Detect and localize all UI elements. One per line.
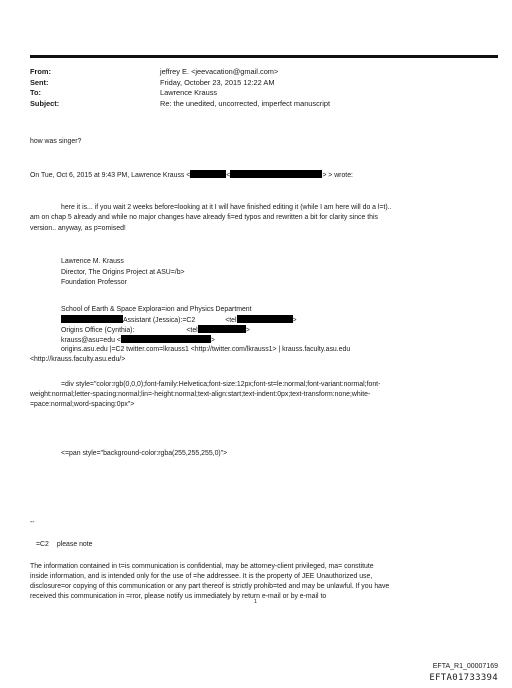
from-row (30, 67, 470, 78)
note-prefix: =C2 (36, 541, 49, 548)
para1-line2: am on chap 5 already and while no major changes have already fi=ed typos and rewritten a bit for clarity since this (30, 214, 378, 221)
to-row (30, 88, 470, 99)
signature-email-line (61, 335, 215, 346)
html-residue-line3: =pace:normal;word-spacing:0px"> (30, 401, 135, 408)
subject-row (30, 99, 470, 110)
signature-links-2: <http://krauss.faculty.asu.edu/> (30, 356, 126, 363)
email-end: > (210, 337, 215, 344)
email-header (30, 67, 470, 109)
redaction-block (198, 325, 246, 333)
subject-label: Subject: (30, 98, 60, 108)
signature-office-line (61, 325, 250, 336)
assistant-label: Assistant (Jessica):=C2 (123, 317, 196, 324)
confidentiality-line4: received this communication in =rror, please notify us immediately by return e-mail or by e-mail to (30, 593, 327, 600)
html-residue-span: <=pan style="background-color:rgba(255,255,255,0)"> (61, 450, 228, 457)
html-residue-line2: weight:normal;letter-spacing:normal;lin=-height:normal;text-align:start;text-indent:0px;text-transform:none;white- (30, 391, 371, 398)
note-text: please note (56, 541, 93, 548)
redaction-block (230, 170, 322, 178)
quote-intro (30, 170, 353, 181)
signature-assistant-line (61, 315, 297, 326)
subject-value: Re: the unedited, uncorrected, imperfect manuscript (160, 98, 331, 108)
email-text: krauss@asu=edu < (61, 337, 121, 344)
sent-label: Sent: (30, 77, 49, 87)
quote-intro-b: < (226, 172, 231, 179)
para1-line3: version.. anyway, as p=omised! (30, 225, 126, 232)
signature-links: origins.asu.edu |=C2 twitter.com=lkrauss1 <http://twitter.com/lkrauss1> | krauss.faculty.asu.edu (61, 346, 351, 353)
reply-text: how was singer? (30, 138, 82, 145)
confidentiality-line3: disclosure=or copying of this communication or any part thereof is strictly prohib=ted and may be unlawful. If you have (30, 583, 390, 590)
to-value: Lawrence Krauss (160, 88, 218, 98)
assistant-tel-end: > (292, 317, 297, 324)
redaction-block (121, 335, 211, 343)
from-label: From: (30, 67, 51, 76)
office-label: Origins Office (Cynthia): (61, 327, 135, 334)
from-value: jeffrey E. <jeevacation@gmail.com> (160, 67, 279, 76)
signature-name: Lawrence M. Krauss (61, 258, 124, 265)
to-label: To: (30, 88, 41, 98)
signature-title: Director, The Origins Project at ASU=/b> (61, 269, 185, 276)
signature-professor: Foundation Professor (61, 279, 127, 286)
office-tel: <tel (186, 327, 198, 334)
signature-school: School of Earth & Space Explora=ion and Physics Department (61, 306, 252, 313)
sent-row (30, 78, 470, 89)
redaction-block (190, 170, 226, 178)
html-residue-line1: =div style="color:rgb(0,0,0);font-family:Helvetica;font-size:12px;font-st=le:normal;font-variant:normal;font- (61, 381, 381, 388)
quote-intro-c: > > wrote: (322, 172, 353, 179)
footer-reference-2: EFTA01733394 (429, 673, 498, 683)
confidentiality-line1: The information contained in t=is communication is confidential, may be attorney-client privileged, ma= constitute (30, 563, 374, 570)
redaction-block (61, 315, 123, 323)
redaction-block (237, 315, 293, 323)
office-tel-end: > (245, 327, 250, 334)
sent-value: Friday, October 23, 2015 12:22 AM (160, 77, 275, 87)
quote-intro-a: On Tue, Oct 6, 2015 at 9:43 PM, Lawrence Krauss < (30, 172, 191, 179)
footer-reference-1: EFTA_R1_00007169 (432, 663, 498, 670)
header-rule (30, 55, 498, 58)
confidentiality-line2: inside information, and is intended only for the use of =he addressee. It is the property of JEE Unauthorized use, (30, 573, 373, 580)
assistant-tel: <tel (225, 317, 237, 324)
signature-dashes: -- (30, 519, 35, 526)
please-note-line (36, 540, 92, 550)
para1-line1: here it is... if you wait 2 weeks before=looking at it I will have finished editing it (while I am here will do a l=t).. (61, 204, 392, 211)
page-number: 1 (254, 599, 258, 605)
